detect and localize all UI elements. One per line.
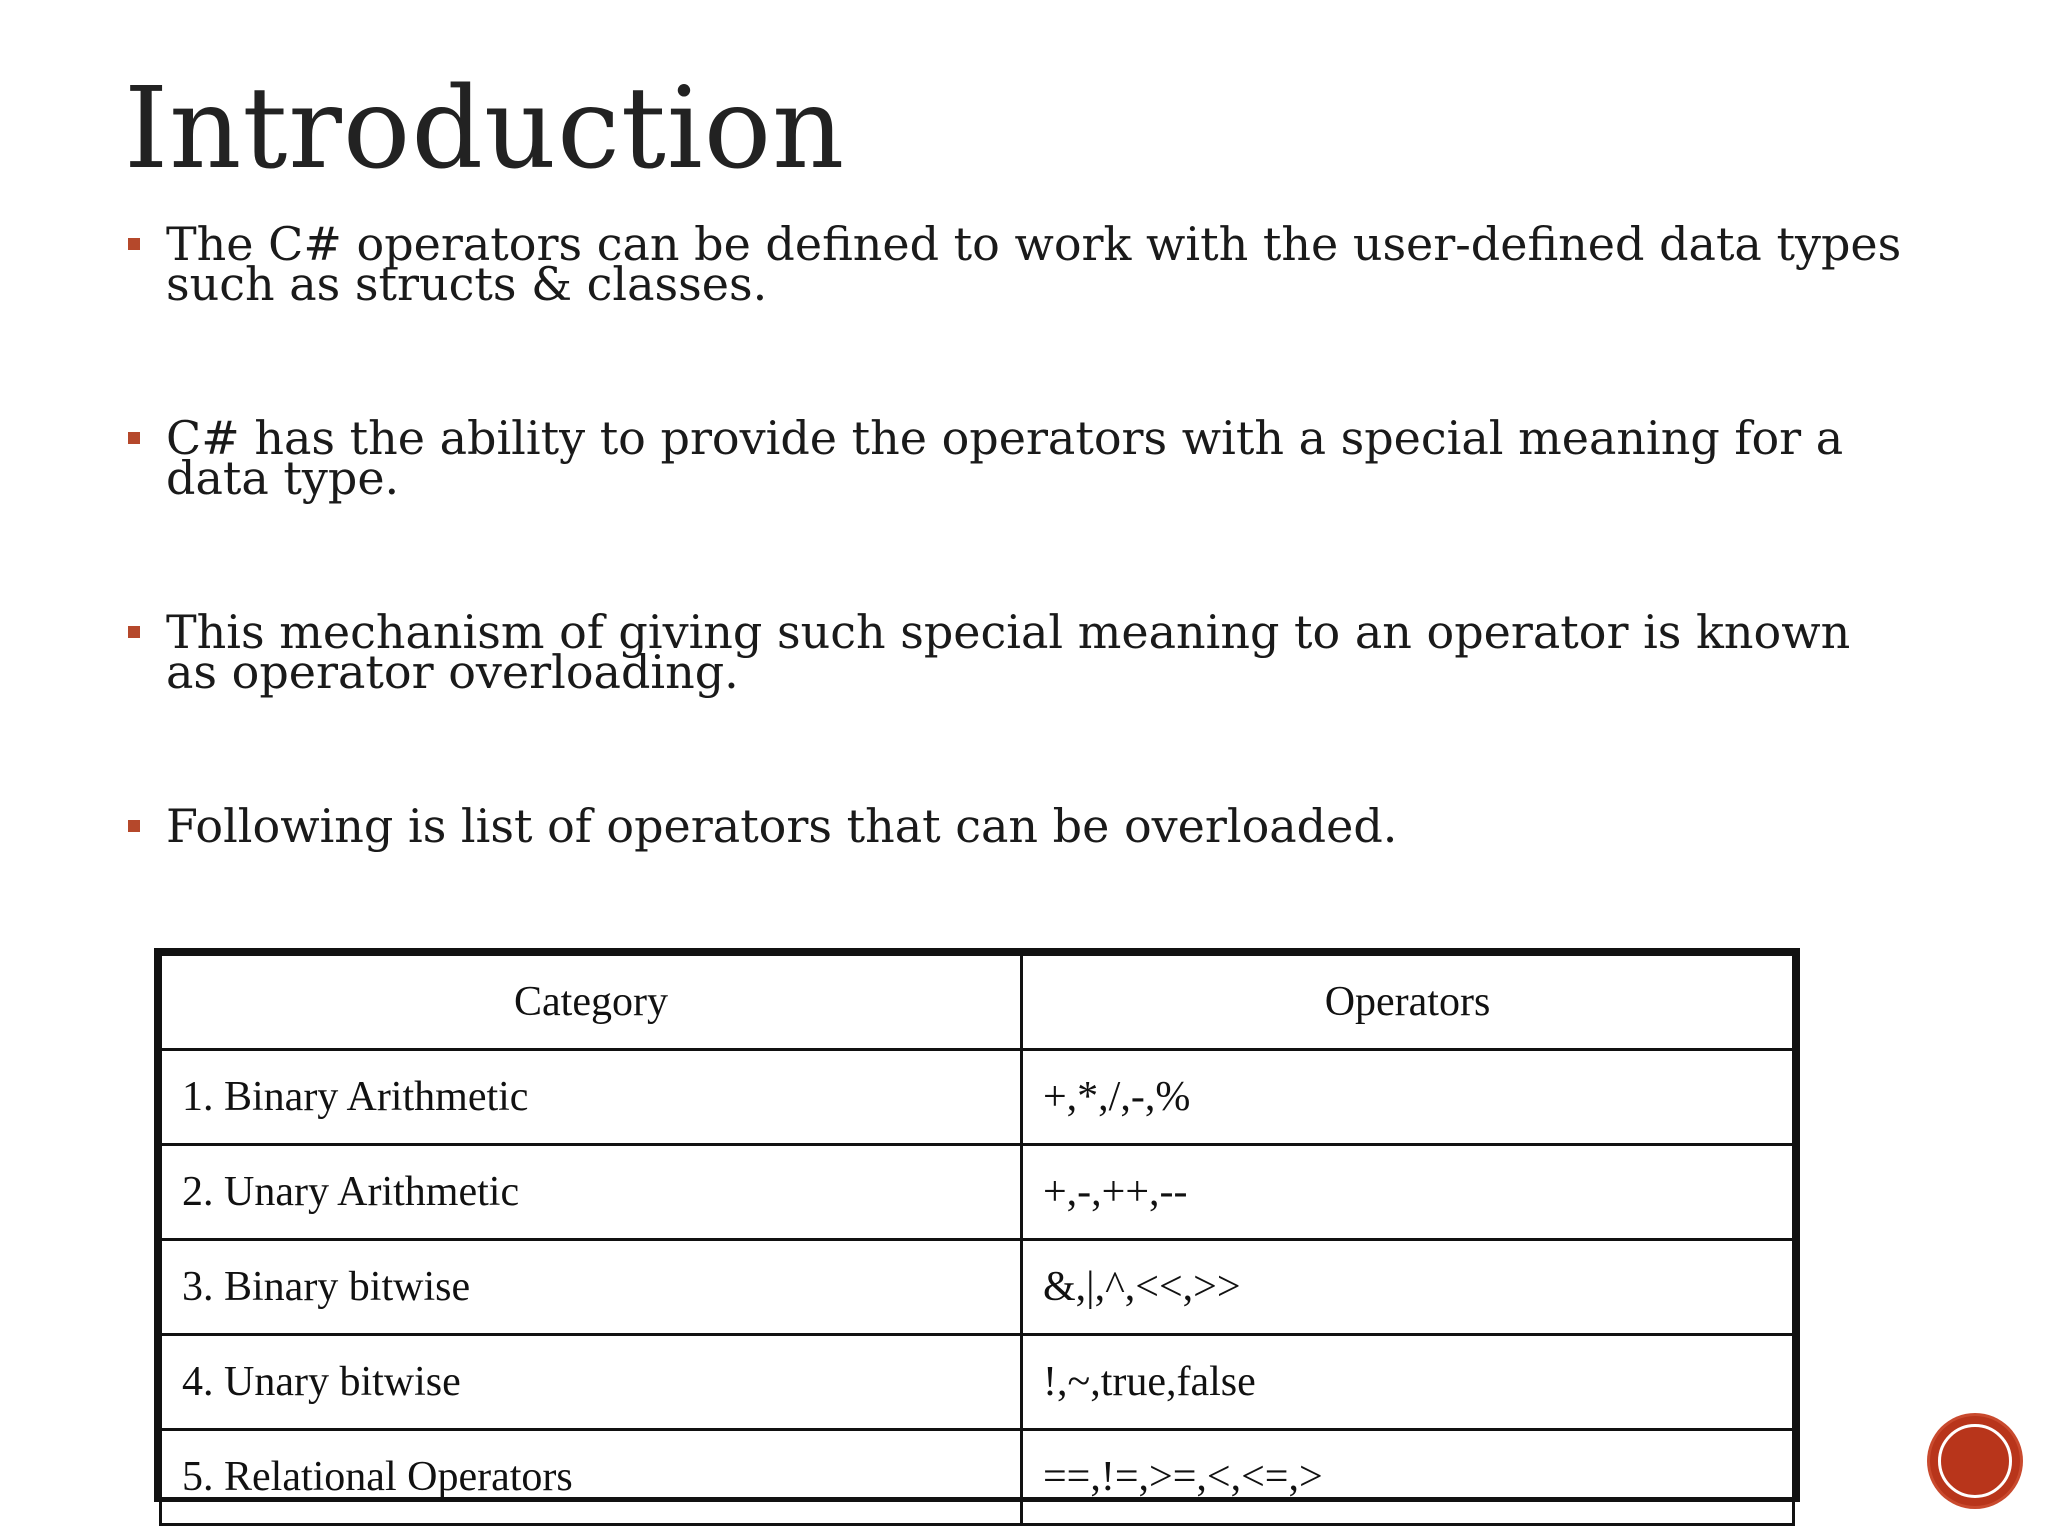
operators-cell: ==,!=,>=,<,<=,> — [1022, 1430, 1794, 1525]
category-cell: 2. Unary Arithmetic — [161, 1145, 1022, 1240]
slide-title: Introduction — [124, 64, 846, 194]
category-cell: 5. Relational Operators — [161, 1430, 1022, 1525]
bullet-item — [124, 411, 1904, 505]
table-row — [161, 1430, 1794, 1525]
bullet-item — [124, 605, 1904, 699]
table-row — [161, 1050, 1794, 1145]
bullet-item — [124, 217, 1904, 311]
bullet-line: such as structs & classes. — [166, 257, 768, 311]
category-cell: 4. Unary bitwise — [161, 1335, 1022, 1430]
circle-button-icon — [1938, 1424, 2012, 1498]
table-row — [161, 1145, 1794, 1240]
square-bullet-icon — [128, 626, 140, 638]
operators-cell: !,~,true,false — [1022, 1335, 1794, 1430]
square-bullet-icon — [128, 820, 140, 832]
header-operators: Operators — [1022, 955, 1794, 1050]
operators-cell: +,-,++,-- — [1022, 1145, 1794, 1240]
bullet-line: C# has the ability to provide the operators with a special meaning for a — [166, 411, 1844, 465]
operators-cell: +,*,/,-,% — [1022, 1050, 1794, 1145]
bullet-item — [124, 799, 1904, 853]
square-bullet-icon — [128, 432, 140, 444]
category-cell: 1. Binary Arithmetic — [161, 1050, 1022, 1145]
table-row — [161, 1240, 1794, 1335]
category-cell: 3. Binary bitwise — [161, 1240, 1022, 1335]
bullet-line: as operator overloading. — [166, 645, 739, 699]
table-header-row — [161, 955, 1794, 1050]
bullet-line: data type. — [166, 451, 400, 505]
operators-cell: &,|,^,<<,>> — [1022, 1240, 1794, 1335]
bullet-line: The C# operators can be defined to work with the user-defined data types — [166, 217, 1902, 271]
bullet-line: Following is list of operators that can be overloaded. — [166, 799, 1398, 853]
header-category: Category — [161, 955, 1022, 1050]
square-bullet-icon — [128, 238, 140, 250]
bullet-line: This mechanism of giving such special meaning to an operator is known — [166, 605, 1851, 659]
operators-table — [154, 948, 1800, 1502]
slide-nav-button[interactable] — [1930, 1416, 2020, 1506]
table-row — [161, 1335, 1794, 1430]
